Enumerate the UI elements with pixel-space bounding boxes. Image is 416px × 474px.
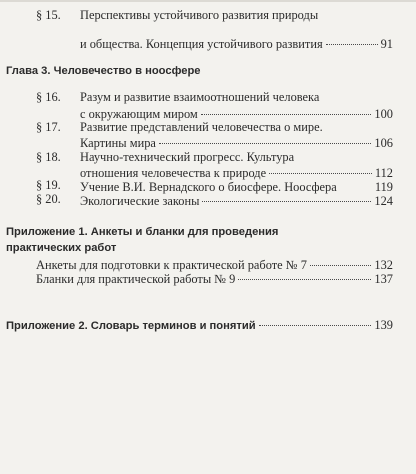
page-number: 106	[374, 136, 393, 151]
page-number: 91	[380, 37, 393, 52]
entry-title-line: Картины мира	[80, 136, 156, 151]
appendix-heading	[6, 224, 402, 256]
top-edge	[0, 0, 416, 2]
entry-last-line	[80, 134, 393, 151]
appendix-heading: Приложение 2. Словарь терминов и понятий	[6, 320, 256, 332]
entry-title-line: и общества. Концепция устойчивого развития	[80, 37, 323, 52]
entry-title-line: Бланки для практической работы № 9	[36, 272, 236, 287]
dot-leader	[201, 102, 372, 115]
page-number: 100	[374, 107, 393, 122]
entry-last-line	[6, 312, 393, 333]
entry-last-line	[80, 192, 393, 209]
entry-last-line	[36, 270, 393, 287]
dot-leader	[259, 309, 372, 326]
section-number: § 20.	[36, 192, 61, 206]
entry-title-line: с окружающим миром	[80, 107, 198, 122]
entry-title-line: Перспективы устойчивого развития природы	[80, 8, 319, 22]
dot-leader	[238, 267, 371, 280]
chapter-heading: Глава 3. Человечество в ноосфере	[6, 65, 201, 77]
heading-line: практических работ	[6, 242, 117, 254]
entry-last-line	[80, 35, 393, 52]
entry-title-line: Экологические законы	[80, 194, 200, 209]
entry-title-line: отношения человечества к природе	[80, 166, 267, 181]
section-number: § 19.	[36, 178, 61, 192]
page-number: 137	[374, 272, 393, 287]
section-number: § 15.	[36, 8, 61, 22]
dot-leader	[340, 175, 372, 188]
page-number: 139	[374, 318, 393, 332]
dot-leader	[326, 32, 378, 45]
heading-line: Приложение 1. Анкеты и бланки для проведения	[6, 226, 279, 238]
dot-leader	[269, 161, 372, 174]
entry-title-line: Научно-технический прогресс. Культура	[80, 150, 295, 164]
section-number: § 16.	[36, 90, 61, 104]
entry-title-line: Разум и развитие взаимоотношений человека	[80, 90, 320, 104]
page-number: 132	[374, 258, 393, 273]
page-number: 124	[374, 194, 393, 209]
section-number: § 18.	[36, 150, 61, 164]
dot-leader	[159, 131, 372, 144]
dot-leader	[310, 253, 372, 266]
page-number: 112	[374, 166, 393, 181]
entry-title-line: Развитие представлений человечества о мире.	[80, 120, 323, 134]
section-number: § 17.	[36, 120, 61, 134]
dot-leader	[202, 189, 371, 202]
entry-title-line: Анкеты для подготовки к практической работе № 7	[36, 258, 307, 273]
page-number: 119	[374, 180, 393, 195]
entry-title-line: Учение В.И. Вернадского о биосфере. Ноосфера	[80, 180, 337, 195]
